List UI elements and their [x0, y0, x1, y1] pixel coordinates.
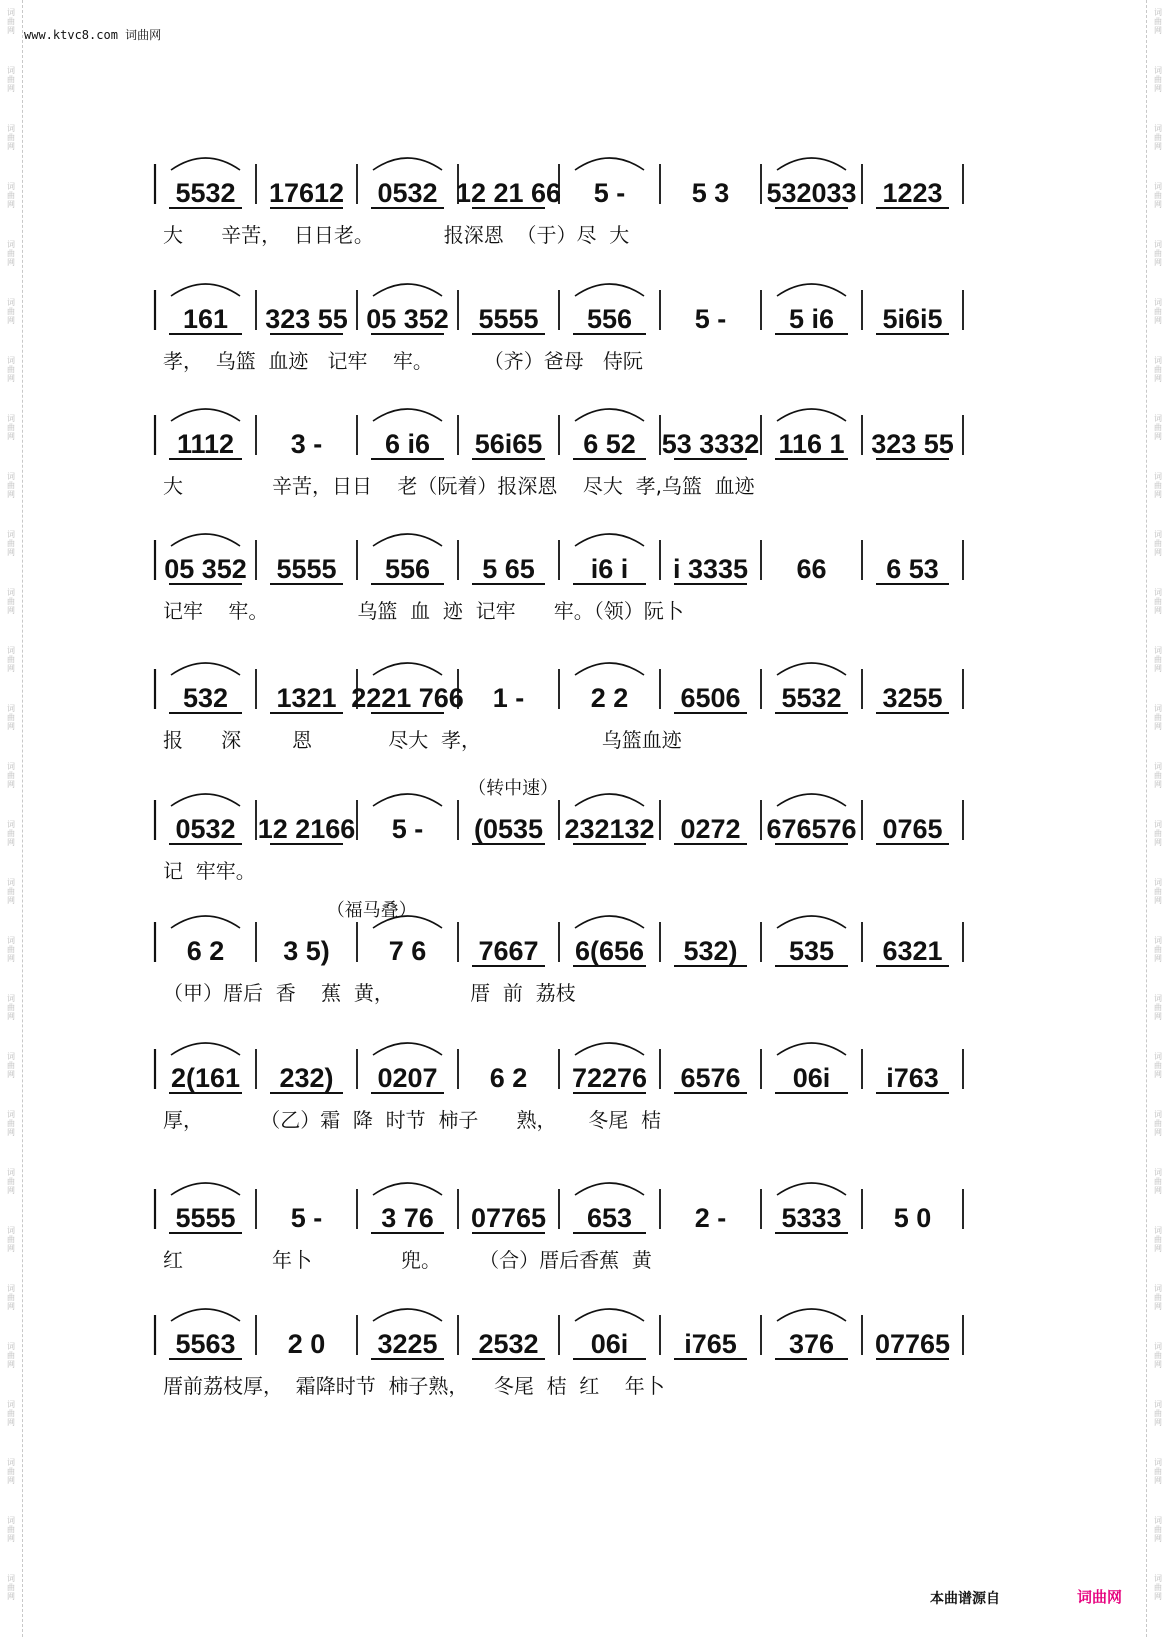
- slur-arc: [373, 794, 442, 806]
- measure-notes: (0535: [473, 814, 544, 844]
- slur-arc: [373, 534, 442, 546]
- measure-notes: 5i6i5: [882, 304, 943, 334]
- measure-notes: 06i: [792, 1063, 831, 1093]
- margin-watermark-text: 词 曲 网: [1154, 1574, 1162, 1601]
- slur-arc: [171, 663, 240, 675]
- measure-notes: 2 0: [287, 1329, 326, 1359]
- measure-notes: 5 65: [482, 554, 535, 584]
- margin-watermark-text: 词 曲 网: [7, 472, 15, 499]
- lyric-line: 报 深 恩 尽大 孝， 乌篮血迹: [163, 728, 682, 752]
- margin-watermark-text: 词 曲 网: [7, 414, 15, 441]
- measure-notes: 07765: [470, 1203, 547, 1233]
- margin-watermark-text: 词 曲 网: [7, 704, 15, 731]
- slur-arc: [171, 1309, 240, 1321]
- margin-watermark-text: 词 曲 网: [7, 182, 15, 209]
- measure-notes: 6 2: [489, 1063, 528, 1093]
- margin-watermark-text: 词 曲 网: [7, 8, 15, 35]
- slur-arc: [777, 409, 846, 421]
- measure-notes: 323 55: [265, 304, 348, 334]
- measure-notes: 3 76: [381, 1203, 434, 1233]
- margin-watermark-text: 词 曲 网: [7, 124, 15, 151]
- measure-notes: 6 52: [583, 429, 636, 459]
- measure-notes: 5555: [478, 304, 539, 334]
- margin-watermark-text: 词 曲 网: [1154, 414, 1162, 441]
- slur-arc: [575, 794, 644, 806]
- slur-arc: [373, 158, 442, 170]
- margin-watermark-text: 词 曲 网: [1154, 1458, 1162, 1485]
- slur-arc: [575, 663, 644, 675]
- margin-watermark-text: 词 曲 网: [7, 1458, 15, 1485]
- margin-watermark-text: 词 曲 网: [1154, 66, 1162, 93]
- measure-notes: 532033: [766, 178, 857, 208]
- slur-arc: [575, 409, 644, 421]
- slur-arc: [575, 1043, 644, 1055]
- measure-notes: 232132: [564, 814, 655, 844]
- measure-notes: 232): [279, 1063, 334, 1093]
- measure-notes: 7667: [478, 936, 539, 966]
- measure-notes: 06i: [590, 1329, 629, 1359]
- slur-arc: [171, 794, 240, 806]
- measure-notes: 2(161: [170, 1063, 241, 1093]
- margin-watermark-text: 词 曲 网: [1154, 240, 1162, 267]
- slur-arc: [171, 158, 240, 170]
- slur-arc: [373, 663, 442, 675]
- measure-notes: 1223: [882, 178, 943, 208]
- footer-brand: 词曲网: [1077, 1588, 1123, 1606]
- margin-watermark-text: 词 曲 网: [1154, 588, 1162, 615]
- slur-arc: [777, 663, 846, 675]
- slur-arc: [575, 916, 644, 928]
- measure-notes: 6506: [680, 683, 741, 713]
- measure-notes: 161: [182, 304, 229, 334]
- measure-notes: 3255: [882, 683, 943, 713]
- measure-notes: 2 -: [694, 1203, 727, 1233]
- slur-arc: [171, 1183, 240, 1195]
- lyric-line: 记牢 牢。 乌篮 血 迹 记牢 牢。（领）阮卜: [163, 599, 684, 623]
- margin-watermark-text: 词 曲 网: [1154, 1226, 1162, 1253]
- slur-arc: [777, 158, 846, 170]
- measure-notes: 7 6: [388, 936, 427, 966]
- margin-watermark-text: 词 曲 网: [1154, 646, 1162, 673]
- measure-notes: 556: [384, 554, 431, 584]
- measure-notes: 323 55: [871, 429, 954, 459]
- measure-notes: 5 -: [290, 1203, 323, 1233]
- measure-notes: 6(656: [574, 936, 645, 966]
- margin-watermark-text: 词 曲 网: [7, 646, 15, 673]
- measure-notes: 0532: [377, 178, 438, 208]
- margin-watermark-text: 词 曲 网: [7, 1516, 15, 1543]
- measure-notes: i765: [684, 1329, 737, 1359]
- site-header: www.ktvc8.com 词曲网: [24, 28, 162, 42]
- measure-notes: 12 21 66: [455, 178, 562, 208]
- measure-notes: 556: [586, 304, 633, 334]
- margin-watermark-text: 词 曲 网: [1154, 820, 1162, 847]
- measure-notes: 5333: [781, 1203, 842, 1233]
- measure-notes: 376: [788, 1329, 835, 1359]
- slur-arc: [171, 534, 240, 546]
- margin-watermark-text: 词 曲 网: [1154, 878, 1162, 905]
- measure-notes: i 3335: [672, 554, 749, 584]
- slur-arc: [777, 794, 846, 806]
- slur-arc: [777, 1309, 846, 1321]
- measure-notes: 0272: [680, 814, 741, 844]
- margin-watermark-text: 词 曲 网: [1154, 1400, 1162, 1427]
- margin-watermark-text: 词 曲 网: [1154, 762, 1162, 789]
- margin-watermark-text: 词 曲 网: [7, 762, 15, 789]
- measure-notes: 5532: [175, 178, 236, 208]
- margin-watermark-text: 词 曲 网: [7, 878, 15, 905]
- margin-watermark-text: 词 曲 网: [1154, 936, 1162, 963]
- measure-notes: 1321: [276, 683, 337, 713]
- measure-notes: 6 i6: [384, 429, 431, 459]
- measure-notes: 5 i6: [788, 304, 835, 334]
- measure-notes: 5563: [175, 1329, 236, 1359]
- slur-arc: [171, 1043, 240, 1055]
- margin-watermark-text: 词 曲 网: [1154, 1110, 1162, 1137]
- measure-notes: 1 -: [492, 683, 525, 713]
- measure-notes: 116 1: [778, 429, 845, 459]
- footer-source-label: 本曲谱源自: [930, 1591, 1000, 1607]
- measure-notes: 2221 766: [351, 683, 464, 713]
- measure-notes: 5532: [781, 683, 842, 713]
- measure-notes: 6 53: [886, 554, 939, 584]
- measure-notes: 3 -: [290, 429, 323, 459]
- margin-watermark-text: 词 曲 网: [1154, 472, 1162, 499]
- lyric-line: 厚， （乙）霜 降 时节 柿子 熟， 冬尾 桔: [163, 1108, 662, 1132]
- lyric-line: 大 辛苦， 日日老。 报深恩 （于）尽 大: [163, 223, 630, 247]
- measure-notes: 6576: [680, 1063, 741, 1093]
- margin-watermark-text: 词 曲 网: [7, 356, 15, 383]
- measure-notes: 5 0: [893, 1203, 932, 1233]
- measure-notes: 0207: [377, 1063, 438, 1093]
- lyric-line: 记 牢牢。: [163, 859, 256, 883]
- margin-watermark-text: 词 曲 网: [1154, 1516, 1162, 1543]
- margin-watermark-text: 词 曲 网: [1154, 8, 1162, 35]
- lyric-line: 红 年卜 兜。 （合）厝后香蕉 黄: [163, 1248, 652, 1272]
- measure-notes: 05 352: [164, 554, 247, 584]
- margin-watermark-text: 词 曲 网: [7, 1342, 15, 1369]
- margin-watermark-text: 词 曲 网: [7, 936, 15, 963]
- slur-arc: [575, 284, 644, 296]
- measure-notes: 5 -: [391, 814, 424, 844]
- measure-notes: 5555: [276, 554, 337, 584]
- margin-watermark-text: 词 曲 网: [1154, 1284, 1162, 1311]
- margin-watermark-text: 词 曲 网: [7, 588, 15, 615]
- margin-watermark-text: 词 曲 网: [7, 240, 15, 267]
- measure-notes: 5 -: [593, 178, 626, 208]
- slur-arc: [373, 409, 442, 421]
- measure-notes: i763: [886, 1063, 939, 1093]
- margin-watermark-text: 词 曲 网: [1154, 1052, 1162, 1079]
- margin-watermark-text: 词 曲 网: [1154, 124, 1162, 151]
- measure-notes: 3 5): [283, 936, 330, 966]
- lyric-line: 厝前荔枝厚， 霜降时节 柿子熟， 冬尾 桔 红 年卜: [163, 1374, 665, 1398]
- margin-watermark-text: 词 曲 网: [7, 1284, 15, 1311]
- slur-arc: [171, 284, 240, 296]
- measure-notes: 2532: [478, 1329, 539, 1359]
- margin-watermark-text: 词 曲 网: [7, 1110, 15, 1137]
- slur-arc: [777, 1183, 846, 1195]
- margin-watermark-text: 词 曲 网: [1154, 1168, 1162, 1195]
- measure-notes: 6321: [882, 936, 943, 966]
- measure-notes: 2 2: [590, 683, 629, 713]
- tempo-annotation: （福马叠）: [326, 900, 417, 921]
- measure-notes: 1112: [176, 429, 235, 459]
- margin-watermark-text: 词 曲 网: [7, 530, 15, 557]
- margin-watermark-text: 词 曲 网: [7, 820, 15, 847]
- margin-watermark-text: 词 曲 网: [7, 66, 15, 93]
- measure-notes: 12 2166: [257, 814, 356, 844]
- slur-arc: [373, 284, 442, 296]
- measure-notes: 0765: [882, 814, 943, 844]
- measure-notes: 07765: [874, 1329, 951, 1359]
- lyric-line: 孝， 乌篮 血迹 记牢 牢。 （齐）爸母 侍阮: [163, 349, 643, 373]
- lyric-line: 大 辛苦，日日 老（阮着）报深恩 尽大 孝,乌篮 血迹: [163, 474, 755, 498]
- measure-notes: 676576: [766, 814, 857, 844]
- slur-arc: [777, 1043, 846, 1055]
- slur-arc: [575, 158, 644, 170]
- measure-notes: 53 3332: [661, 429, 760, 459]
- slur-arc: [575, 1309, 644, 1321]
- margin-watermark-text: 词 曲 网: [7, 1168, 15, 1195]
- margin-watermark-text: 词 曲 网: [1154, 530, 1162, 557]
- margin-watermark-text: 词 曲 网: [7, 1226, 15, 1253]
- margin-watermark-text: 词 曲 网: [1154, 994, 1162, 1021]
- margin-watermark-text: 词 曲 网: [7, 1052, 15, 1079]
- margin-watermark-text: 词 曲 网: [7, 298, 15, 325]
- slur-arc: [171, 916, 240, 928]
- measure-notes: 05 352: [366, 304, 449, 334]
- margin-watermark-text: 词 曲 网: [7, 1574, 15, 1601]
- measure-notes: 66: [796, 554, 827, 584]
- lyric-line: （甲）厝后 香 蕉 黄， 厝 前 荔枝: [163, 981, 576, 1005]
- margin-watermark-text: 词 曲 网: [1154, 182, 1162, 209]
- margin-watermark-text: 词 曲 网: [1154, 298, 1162, 325]
- slur-arc: [777, 916, 846, 928]
- measure-notes: 72276: [571, 1063, 648, 1093]
- measure-notes: 5 3: [691, 178, 730, 208]
- margin-watermark-text: 词 曲 网: [7, 1400, 15, 1427]
- measure-notes: 0532: [175, 814, 236, 844]
- slur-arc: [373, 1043, 442, 1055]
- measure-notes: 3225: [377, 1329, 438, 1359]
- measure-notes: 653: [586, 1203, 633, 1233]
- measure-notes: 56i65: [474, 429, 543, 459]
- measure-notes: 535: [788, 936, 835, 966]
- slur-arc: [575, 1183, 644, 1195]
- slur-arc: [373, 1183, 442, 1195]
- tempo-annotation: （转中速）: [468, 778, 559, 799]
- slur-arc: [373, 1309, 442, 1321]
- slur-arc: [575, 534, 644, 546]
- measure-notes: 17612: [268, 178, 345, 208]
- measure-notes: 532): [683, 936, 738, 966]
- margin-watermark-text: 词 曲 网: [1154, 704, 1162, 731]
- slur-arc: [171, 409, 240, 421]
- measure-notes: 532: [182, 683, 229, 713]
- slur-arc: [777, 284, 846, 296]
- margin-watermark-text: 词 曲 网: [1154, 1342, 1162, 1369]
- margin-watermark-text: 词 曲 网: [1154, 356, 1162, 383]
- margin-watermark-text: 词 曲 网: [7, 994, 15, 1021]
- measure-notes: 6 2: [186, 936, 225, 966]
- measure-notes: 5 -: [694, 304, 727, 334]
- measure-notes: 5555: [175, 1203, 236, 1233]
- measure-notes: i6 i: [590, 554, 629, 584]
